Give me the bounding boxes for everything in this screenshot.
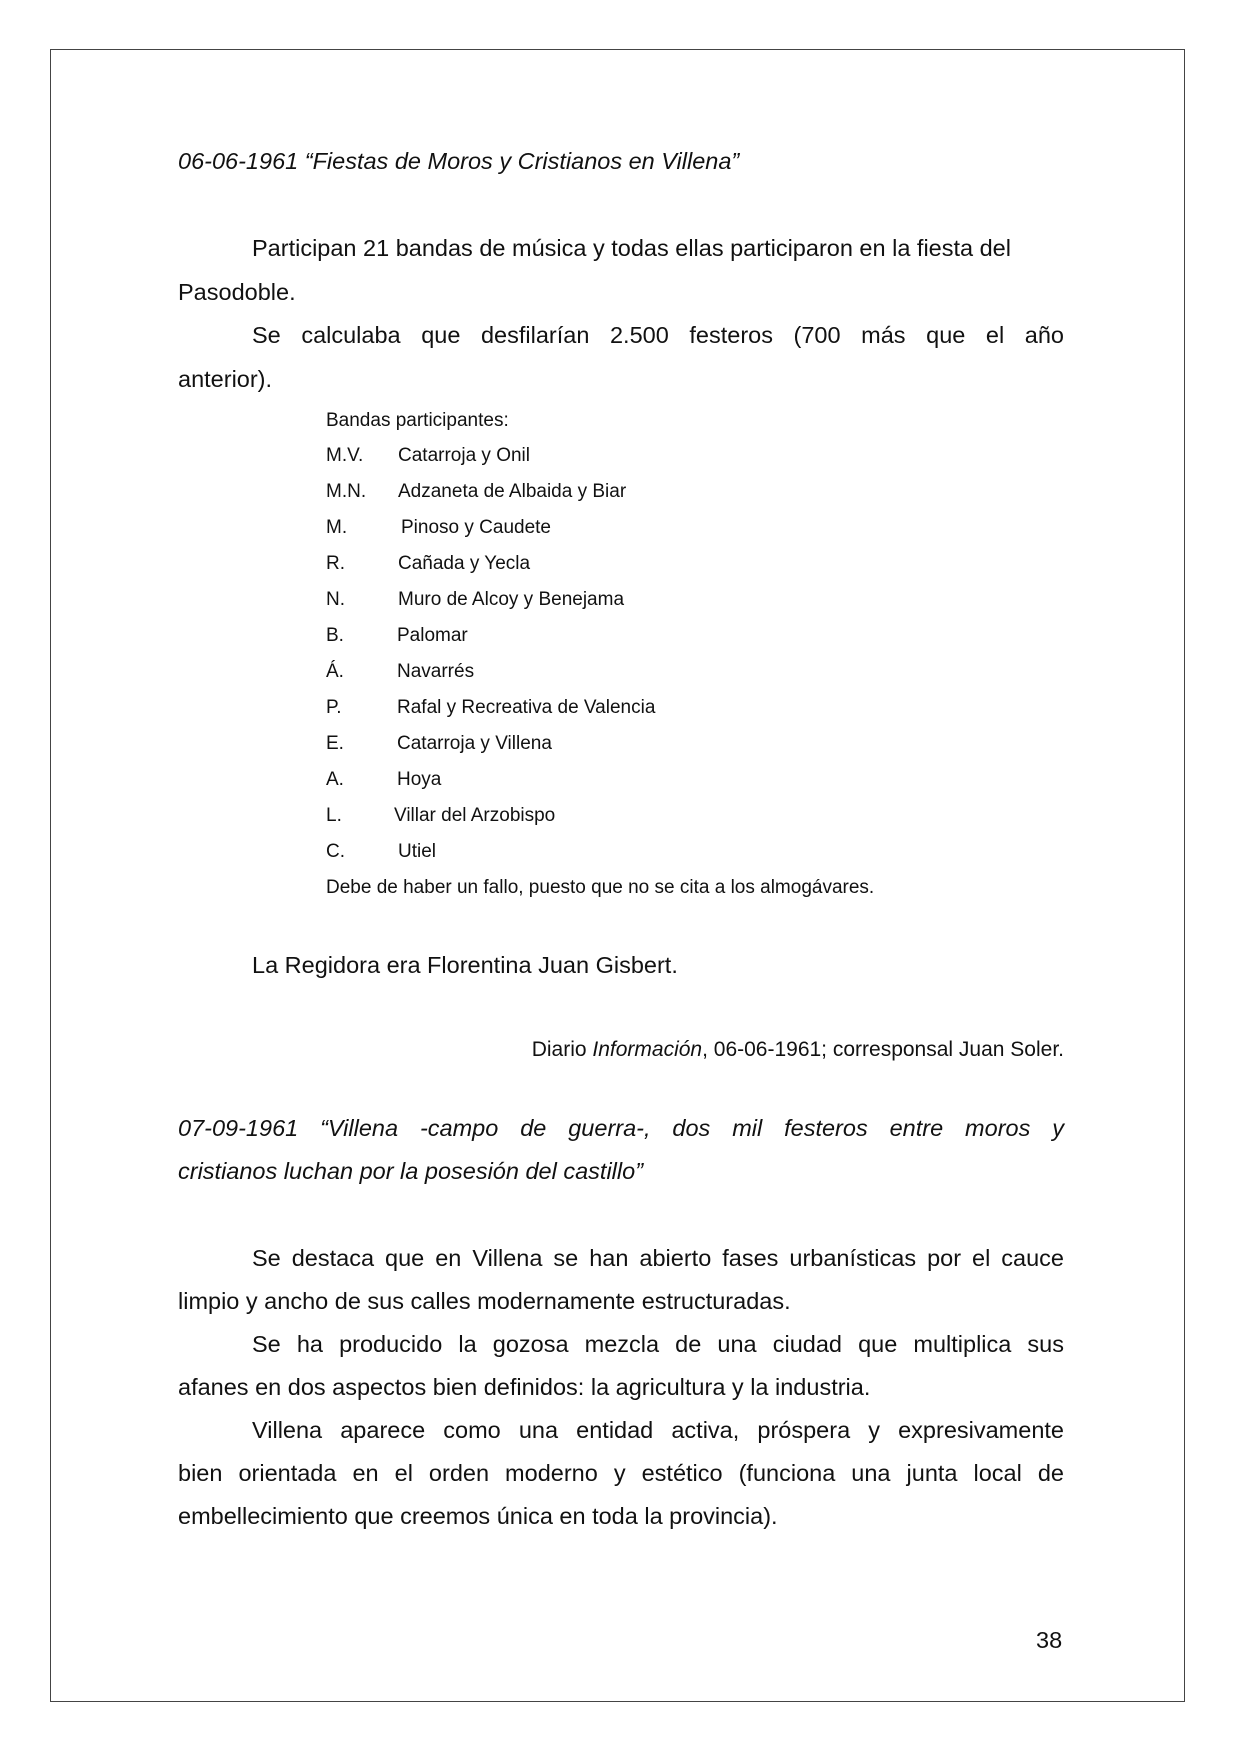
source-suffix: , 06-06-1961; corresponsal Juan Soler. — [702, 1038, 1064, 1061]
source-citation — [532, 1038, 1064, 1062]
bands-note: Debe de haber un fallo, puesto que no se cita a los almogávares. — [326, 877, 875, 898]
band-abbr: L. — [326, 805, 342, 826]
entry2-heading-line1: 07-09-1961 “Villena -campo de guerra-, dos mil festeros entre moros y — [178, 1115, 1064, 1141]
page-number: 38 — [1036, 1627, 1063, 1653]
entry2-heading-line2: cristianos luchan por la posesión del castillo” — [178, 1158, 644, 1184]
band-abbr: M.V. — [326, 445, 364, 466]
band-abbr: R. — [326, 553, 345, 574]
entry1-p2-line2: anterior). — [178, 366, 273, 392]
band-abbr: E. — [326, 733, 344, 754]
regidora-line: La Regidora era Florentina Juan Gisbert. — [252, 952, 678, 978]
band-abbr: B. — [326, 625, 344, 646]
entry1-p1-line1: Participan 21 bandas de música y todas ellas participaron en la fiesta del — [252, 235, 1011, 261]
band-name: Palomar — [397, 625, 468, 646]
band-name: Cañada y Yecla — [398, 553, 531, 574]
entry2-p3-line3: embellecimiento que creemos única en toda la provincia). — [178, 1503, 778, 1529]
band-abbr: Á. — [326, 661, 344, 682]
entry1-p2-line1: Se calculaba que desfilarían 2.500 festeros (700 más que el año — [252, 322, 1064, 348]
entry2-p3-line1: Villena aparece como una entidad activa, próspera y expresivamente — [252, 1417, 1064, 1443]
band-abbr: N. — [326, 589, 345, 610]
band-name: Utiel — [398, 841, 437, 862]
band-name: Rafal y Recreativa de Valencia — [397, 697, 656, 718]
band-name: Hoya — [397, 769, 442, 790]
band-abbr: M. — [326, 517, 348, 538]
band-name: Catarroja y Villena — [397, 733, 552, 754]
band-name: Muro de Alcoy y Benejama — [398, 589, 625, 610]
entry2-p2-line2: afanes en dos aspectos bien definidos: la agricultura y la industria. — [178, 1374, 871, 1400]
band-name: Villar del Arzobispo — [394, 805, 556, 826]
band-name: Catarroja y Onil — [398, 445, 530, 466]
band-name: Navarrés — [397, 661, 475, 682]
band-abbr: M.N. — [326, 481, 367, 502]
entry2-p1-line1: Se destaca que en Villena se han abierto fases urbanísticas por el cauce — [252, 1245, 1064, 1271]
source-prefix: Diario — [531, 1038, 593, 1061]
entry2-p1-line2: limpio y ancho de sus calles modernamente estructuradas. — [178, 1288, 791, 1314]
entry1-heading: 06-06-1961 “Fiestas de Moros y Cristianos en Villena” — [178, 148, 740, 174]
band-name: Adzaneta de Albaida y Biar — [398, 481, 627, 502]
source-newspaper: Información — [592, 1038, 703, 1061]
entry1-p1-line2: Pasodoble. — [178, 279, 296, 305]
band-abbr: P. — [326, 697, 342, 718]
band-abbr: A. — [326, 769, 344, 790]
band-abbr: C. — [326, 841, 345, 862]
band-name: Pinoso y Caudete — [401, 517, 551, 538]
entry2-p2-line1: Se ha producido la gozosa mezcla de una ciudad que multiplica sus — [252, 1331, 1064, 1357]
bands-title: Bandas participantes: — [326, 410, 509, 431]
entry2-p3-line2: bien orientada en el orden moderno y estético (funciona una junta local de — [178, 1460, 1064, 1486]
